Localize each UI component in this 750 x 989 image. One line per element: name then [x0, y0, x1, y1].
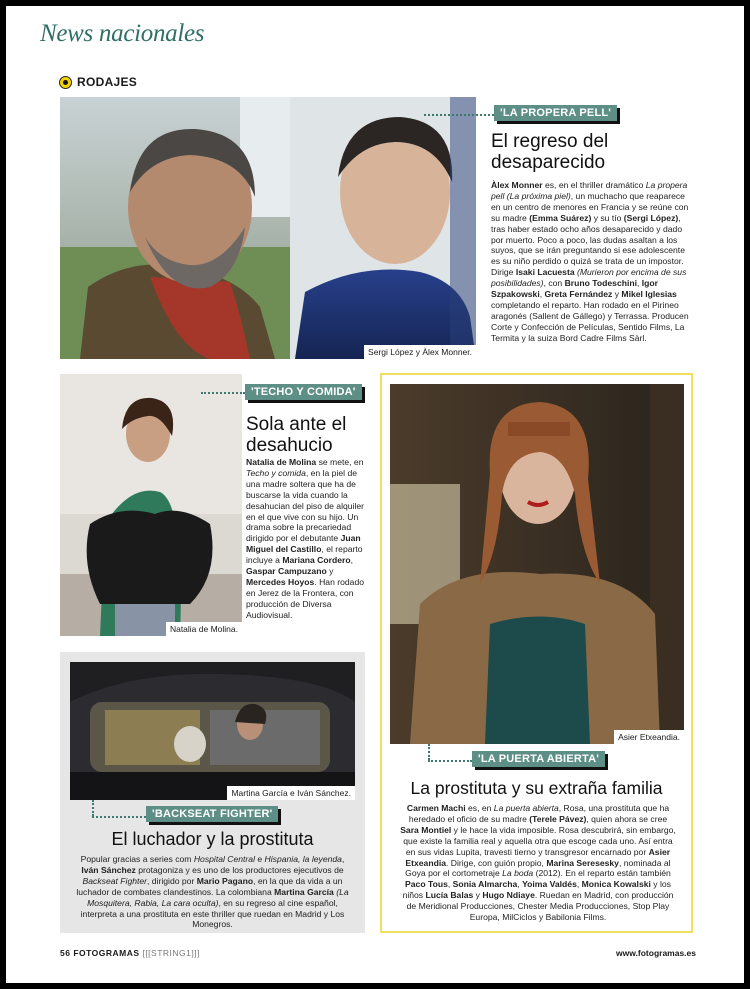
body-text: Hospital Central: [193, 854, 255, 864]
section-title: News nacionales: [40, 20, 205, 47]
body-text: Yoima Valdés: [522, 879, 577, 890]
photo-caption: Natalia de Molina.: [166, 622, 242, 636]
body-text: completando el reparto. Han rodado en el Pirineo aragonés (Sallent de Gállego) y Terrassa. Producen Corte y Confección de Películas, Sentido Films, La Termita y la suiza Bord Cadre Films Sàrl.: [491, 299, 689, 343]
body-text: Marina Seresesky: [546, 857, 619, 868]
body-text: , con: [543, 278, 565, 289]
body-text: La puerta abierta: [493, 803, 559, 813]
body-text: Hugo Ndiaye: [482, 890, 535, 901]
body-text: se mete, en: [316, 457, 364, 467]
body-text: ,: [576, 879, 582, 890]
connector-dots: [92, 800, 94, 816]
body-text: Bruno Todeschini: [564, 278, 638, 289]
body-text: es, en: [465, 803, 494, 813]
body-text: Sonia Almarcha: [452, 879, 518, 890]
body-text: Natalia de Molina: [246, 457, 317, 467]
body-text: Backseat Fighter: [82, 875, 148, 886]
body-text: (Murieron por encima de sus posibilidades): [491, 267, 687, 289]
headline: [491, 131, 608, 173]
photo-techo-y-comida: [60, 374, 242, 636]
body-text: (Terele Pávez): [529, 813, 587, 824]
kicker: [59, 75, 137, 89]
article-body: [399, 803, 677, 923]
photo-illustration: [390, 384, 684, 744]
photo-la-puerta-abierta: [390, 384, 684, 744]
body-text: , Rosa, una prostituta que ha heredado el oficio de su madre: [408, 803, 670, 824]
photo-illustration: [60, 97, 476, 359]
body-text: , en la que da vida a un luchador de combates clandestinos. La colombiana: [76, 875, 343, 897]
body-text: La propera pell (La próxima piel): [491, 180, 688, 201]
headline: [246, 414, 346, 456]
film-tag: 'LA PUERTA ABIERTA': [472, 751, 605, 767]
photo-caption: Asier Etxeandia.: [614, 730, 684, 744]
body-text: ,: [637, 278, 642, 289]
connector-dots: [92, 816, 146, 818]
body-text: Iván Sánchez: [81, 864, 136, 875]
body-text: Gaspar Campuzano: [246, 566, 327, 577]
body-text: , tras haber estado ocho años desaparecido y dado por muerto. Poco a poco, las dudas asaltan a los suyos, que se irán preguntando si ese adolescente es su niño perdido o quizá se trata de un impostor. Dirige: [491, 212, 685, 278]
body-text: (2012). En el reparto están también: [533, 868, 671, 879]
body-text: Igor Szpakowski: [491, 278, 659, 300]
bullet-icon: [59, 76, 72, 89]
connector-dots: [201, 392, 245, 394]
body-text: , en la piel de una madre soltera que ha de buscarse la vida cuando la desahucian del piso de alquiler en el que vive con su hijo. Un drama sobre la precariedad dirigido por el debutante: [246, 467, 365, 544]
film-tag: 'TECHO Y COMIDA': [245, 384, 362, 400]
body-text: Martina García: [274, 886, 334, 897]
body-text: y: [473, 890, 483, 901]
photo-illustration: [60, 374, 242, 636]
body-text: , en su regreso al cine español, interpreta a una prostituta en este thriller que ruedan en Madrid y Los Monegros.: [80, 897, 345, 930]
magazine-page: [6, 6, 744, 983]
body-text: . Han rodado en Jerez de la Frontera, con producción de Diversa Audiovisual.: [246, 576, 364, 620]
film-tag: 'LA PROPERA PELL': [494, 105, 617, 121]
magazine-name: FOTOGRAMAS: [73, 948, 140, 958]
body-text: Asier Etxeandia: [405, 846, 671, 868]
photo-caption: Martina García e Iván Sánchez.: [227, 786, 355, 800]
body-text: , quien ahora se cree: [586, 813, 668, 824]
photo-illustration: [70, 662, 355, 800]
body-text: , dirigido por: [147, 875, 197, 886]
body-text: ,: [341, 854, 345, 864]
article-body: [246, 457, 368, 621]
body-text: y: [326, 566, 334, 577]
body-text: , nominada al Goya por el cortometraje: [405, 857, 671, 879]
body-text: Paco Tous: [405, 879, 448, 890]
article-body: [72, 854, 353, 930]
body-text: y: [612, 289, 622, 300]
body-text: Greta Fernández: [544, 289, 613, 300]
body-text: Mariana Cordero: [282, 555, 351, 566]
body-text: ,: [539, 289, 545, 300]
article-body: [491, 180, 691, 344]
body-text: . Ruedan en Madrid, con producción de Meridional Producciones, Chester Media Producciones, Stop Play Europa, MilCiclos y Babilonia Films.: [406, 890, 674, 923]
headline-line: desaparecido: [491, 152, 606, 173]
body-text: , el reparto incluye a: [246, 544, 363, 566]
headline: La prostituta y su extraña familia: [410, 778, 663, 798]
body-text: y su tío: [591, 212, 624, 223]
kicker-label: RODAJES: [77, 75, 138, 89]
body-text: Mercedes Hoyos: [246, 576, 315, 587]
film-tag: 'BACKSEAT FIGHTER': [146, 806, 278, 822]
body-text: protagoniza y es uno de los productores ejecutivos de: [135, 864, 344, 875]
body-text: Juan Miguel del Castillo: [246, 533, 361, 555]
headline-line: desahucio: [246, 435, 333, 456]
body-text: La boda: [502, 868, 534, 879]
body-text: Isaki Lacuesta: [515, 267, 575, 278]
body-text: ,: [350, 555, 353, 566]
body-text: (Emma Suárez): [529, 212, 592, 223]
body-text: . Dirige, con guión propio,: [446, 857, 547, 868]
photo-backseat-fighter: [70, 662, 355, 800]
body-text: Techo y comida: [246, 467, 306, 478]
body-text: ,: [447, 879, 453, 890]
body-text: Sara Montiel: [400, 824, 452, 835]
connector-dots: [428, 744, 430, 760]
body-text: Lucía Balas: [425, 890, 474, 901]
page-number: 56: [60, 948, 71, 958]
headline-line: Sola ante el: [246, 414, 347, 435]
body-text: es, en el thriller dramático: [542, 180, 646, 190]
website-link[interactable]: www.fotogramas.es: [616, 948, 696, 958]
footer-tag: [[[STRING1]]]: [142, 948, 200, 958]
body-text: , un muchacho que reaparece en un centro de menores en Francia y se reúne con su madre: [491, 190, 689, 223]
body-text: Hispania, la leyenda: [264, 854, 342, 864]
headline: El luchador y la prostituta: [111, 829, 314, 849]
body-text: e: [254, 854, 265, 864]
headline-line: El regreso del: [491, 131, 609, 152]
body-text: (La Mosquitera, Rabia, La cara oculta): [87, 886, 349, 908]
photo-la-propera-pell: [60, 97, 476, 359]
body-text: Monica Kowalski: [581, 879, 651, 890]
body-text: (Sergi López): [623, 212, 679, 223]
body-text: y le hace la vida imposible. Rosa descubrirá, sin embargo, que existe la familia real y aquella otra que escoge cada uno. Así entra en sus vidas Lupita, travesti tierno y transgresor encarnado por: [403, 824, 676, 857]
body-text: Carmen Machi: [406, 803, 466, 813]
connector-dots: [428, 760, 472, 762]
body-text: ,: [517, 879, 523, 890]
photo-caption: Sergi López y Àlex Monner.: [364, 345, 476, 359]
body-text: Mario Pagano: [196, 875, 254, 886]
body-text: y los niños: [402, 879, 671, 901]
body-text: Mikel Iglesias: [621, 289, 677, 300]
page-footer: [60, 948, 200, 958]
body-text: Popular gracias a series com: [80, 854, 194, 864]
body-text: Àlex Monner: [491, 180, 543, 190]
connector-dots: [424, 114, 494, 116]
